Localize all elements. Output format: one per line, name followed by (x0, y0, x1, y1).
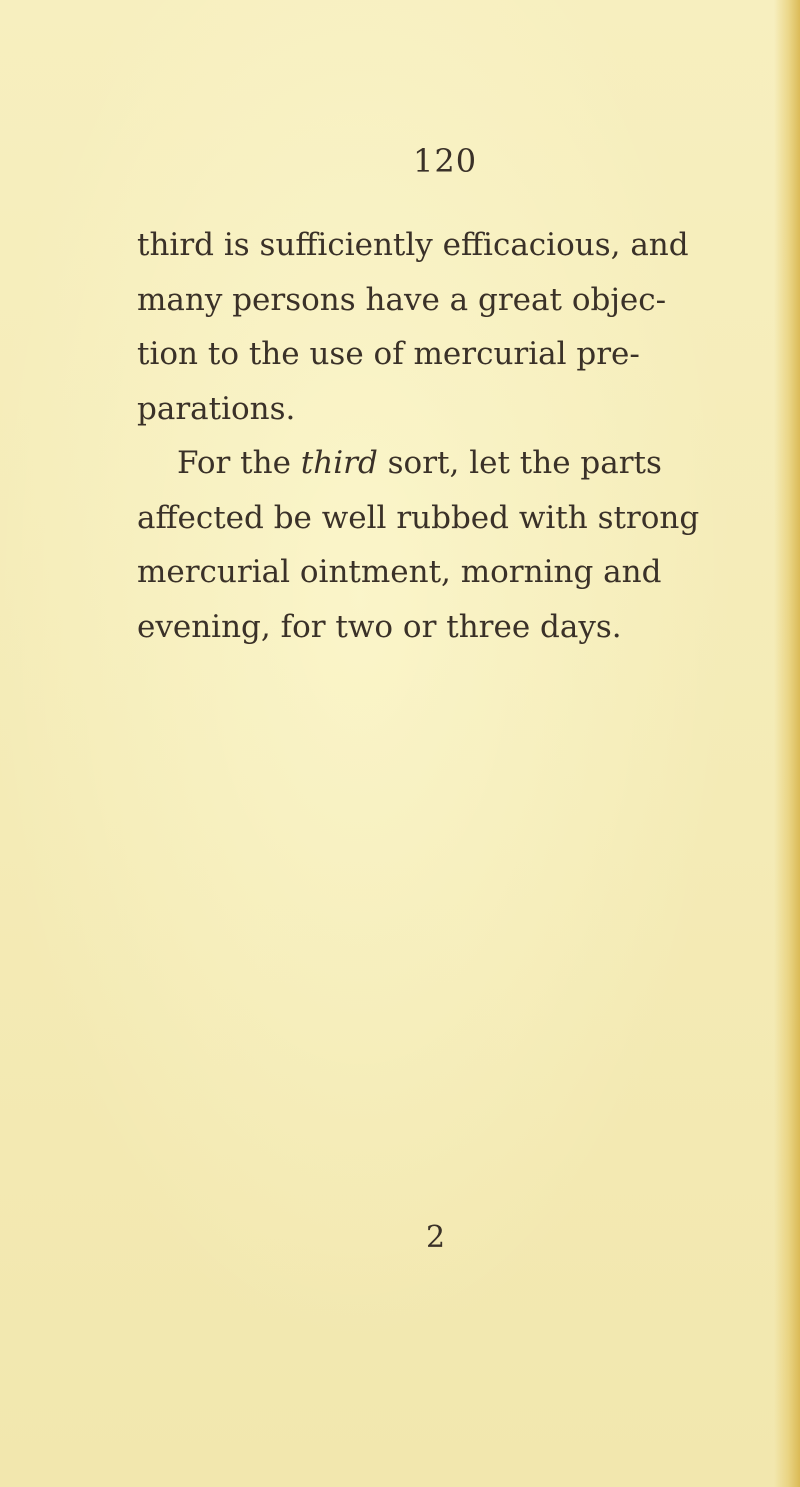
body-text (137, 218, 737, 654)
text-line: parations. (137, 390, 296, 427)
text-line: many persons have a great objec- (137, 281, 667, 318)
signature-mark: 2 (426, 1220, 446, 1255)
text-line: tion to the use of mercurial pre- (137, 336, 640, 372)
text-run: sort, let the parts (377, 445, 662, 481)
text-line: mercurial ointment, morning and (137, 554, 662, 590)
emphasized-word: third (300, 445, 378, 481)
text-line: third is sufficiently efficacious, and (137, 227, 689, 263)
page-number: 120 (413, 142, 478, 180)
text-line: evening, for two or three days. (137, 608, 622, 645)
paragraph-opening-line (137, 436, 737, 491)
page-edge-shading (774, 0, 800, 1487)
text-run: For the (177, 445, 301, 481)
text-line: affected be well rubbed with strong (137, 499, 700, 536)
